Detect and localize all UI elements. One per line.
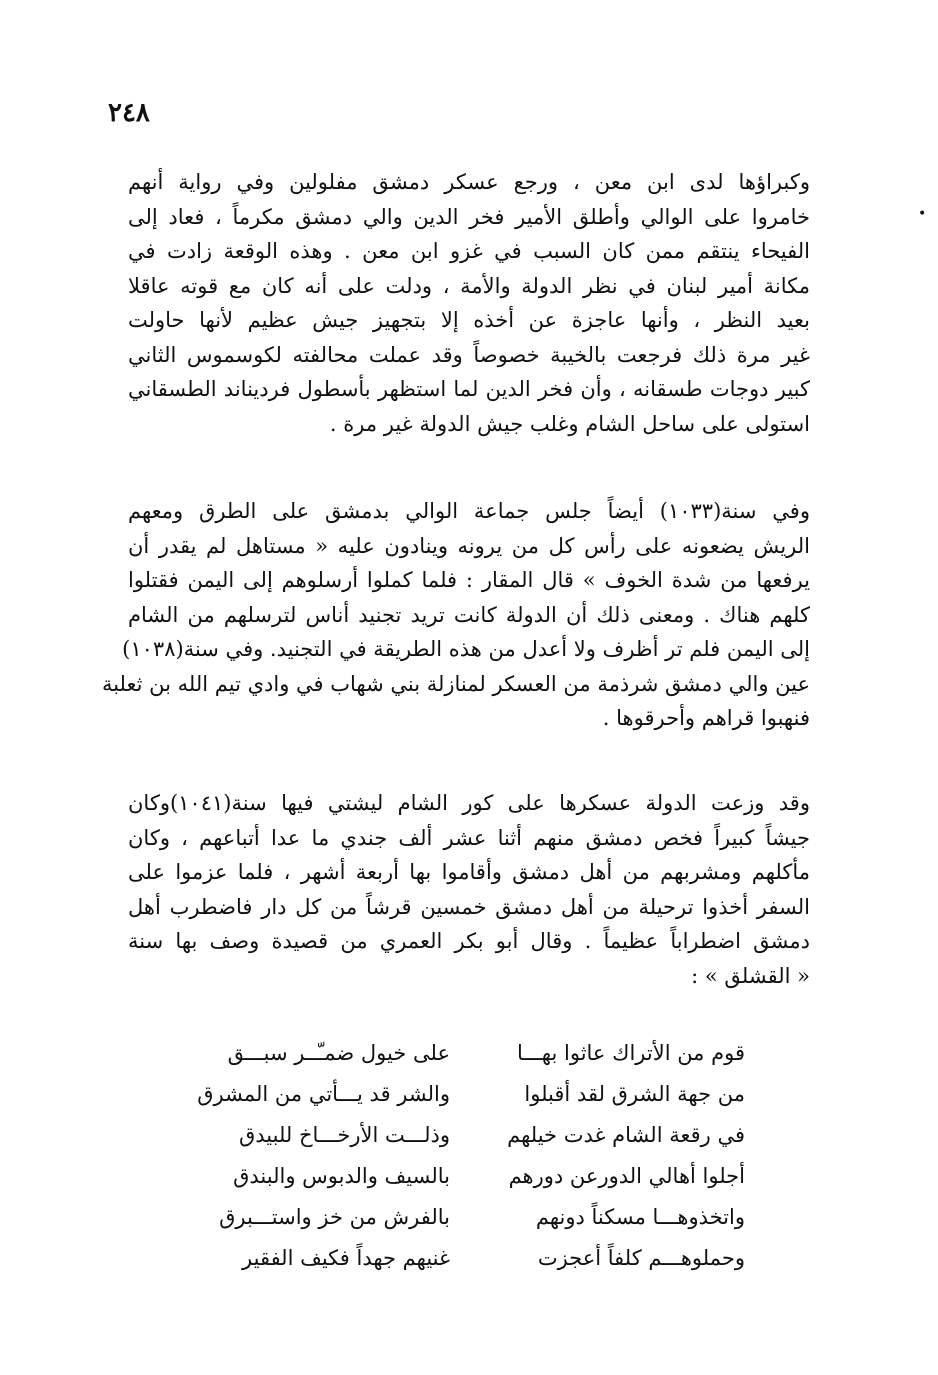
text-line: بعيد النظر ، وأنها عاجزة عن أخذه إلا بتجهيز جيش عظيم لأنها حاولت	[128, 308, 810, 332]
poem-verse	[200, 1115, 745, 1156]
text-line: كبير دوجات طسقانه ، وأن فخر الدين لما استظهر بأسطول فرديناند الطسقاني	[128, 377, 810, 401]
text-line: الفيحاء ينتقم ممن كان السبب في غزو ابن معن . وهذه الوقعة زادت في	[128, 239, 810, 263]
verse-first-hemistich: واتخذوهـــا مسكناً دونهم	[535, 1205, 745, 1229]
text-line: استولى على ساحل الشام وغلب جيش الدولة غير مرة .	[329, 411, 810, 436]
text-line: جيشاً كبيراً فخص دمشق منهم أثنا عشر ألف جندي ما عدا أتباعهم ، وكان	[128, 825, 810, 850]
verse-first-hemistich: وحملوهـــم كلفاً أعجزت	[537, 1246, 745, 1270]
poem-verse	[200, 1238, 745, 1279]
poem-verse	[197, 1074, 745, 1115]
text-line: وفي سنة(١٠٣٣) أيضاً جلس جماعة الوالي بدمشق على الطرق ومعهم	[128, 499, 810, 523]
poem	[197, 1033, 745, 1279]
paragraph-2	[101, 494, 810, 736]
verse-second-hemistich: بالفرش من خز واستـــبرق	[219, 1205, 450, 1229]
verse-first-hemistich: أجلوا أهالي الدورعن دورهم	[508, 1164, 745, 1188]
verse-second-hemistich: على خيول ضمـّــر سبـــق	[227, 1041, 450, 1065]
text-line: خامروا على الوالي وأطلق الأمير فخر الدين والي دمشق مكرماً ، فعاد إلى	[128, 204, 810, 229]
paragraph-1	[128, 165, 810, 441]
text-line: وقد وزعت الدولة عسكرها على كور الشام ليشتي فيها سنة(١٠٤١)وكان	[128, 791, 810, 815]
verse-second-hemistich: وذلـــت الأرخـــاخ للبيدق	[238, 1123, 450, 1147]
text-line: الريش يضعونه على رأس كل من يرونه وينادون عليه « مستاهل لم يقدر أن	[128, 533, 810, 558]
margin-mark: •	[918, 206, 927, 222]
paragraph-3	[128, 786, 810, 993]
text-line: مكانة أمير لبنان في نظر الدولة والأمة ، ودلت على أنه كان مع قوته عاقلا	[128, 273, 810, 298]
poem-verse	[200, 1033, 745, 1074]
verse-first-hemistich: من جهة الشرق لقد أقبلوا	[524, 1082, 745, 1106]
text-line: عين والي دمشق شرذمة من العسكر لمنازلة بني شهاب في وادي تيم الله بن ثعلبة	[101, 671, 810, 696]
verse-second-hemistich: غنيهم جهداً فكيف الفقير	[242, 1246, 450, 1270]
text-line: السفر أخذوا ترحيلة من أهل دمشق خمسين قرشاً من كل دار فاضطرب أهل	[128, 894, 810, 919]
verse-second-hemistich: والشر قد يـــأتي من المشرق	[197, 1082, 450, 1106]
page-number: ٢٤٨	[108, 98, 150, 128]
text-line: فنهبوا قراهم وأحرقوها .	[602, 706, 810, 730]
text-line: « القشلق » :	[691, 963, 810, 988]
verse-second-hemistich: بالسيف والدبوس والبندق	[233, 1164, 450, 1188]
text-line: إلى اليمن فلم تر أظرف ولا أعدل من هذه الطريقة في التجنيد. وفي سنة(١٠٣٨)	[122, 637, 810, 661]
text-line: غير مرة ذلك فرجعت بالخيبة خصوصاً وقد عملت محالفته لكوسموس الثاني	[128, 342, 810, 367]
text-line: مأكلهم ومشربهم من أهل دمشق وأقاموا بها أربعة أشهر ، فلما عزموا على	[128, 860, 810, 884]
text-line: كلهم هناك . ومعنى ذلك أن الدولة كانت تريد تجنيد أناس لترسلهم من الشام	[128, 602, 810, 627]
text-line: وكبراؤها لدى ابن معن ، ورجع عسكر دمشق مفلولين وفي رواية أنهم	[128, 170, 810, 194]
text-line: يرفعها من شدة الخوف » قال المقار : فلما كملوا أرسلوهم إلى اليمن فقتلوا	[128, 568, 810, 592]
poem-verse	[200, 1156, 745, 1197]
text-line: دمشق اضطراباً عظيماً . وقال أبو بكر العمري من قصيدة وصف بها سنة	[128, 929, 810, 953]
verse-first-hemistich: في رقعة الشام غدت خيلهم	[507, 1123, 745, 1147]
verse-first-hemistich: قوم من الأتراك عاثوا بهـــا	[516, 1041, 745, 1065]
poem-verse	[200, 1197, 745, 1238]
